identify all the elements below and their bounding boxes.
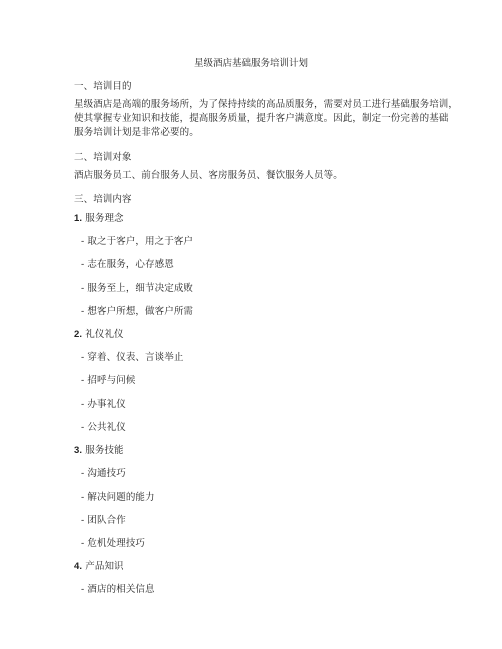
list-item-heading: 1. 服务理念 bbox=[74, 213, 124, 224]
list-sub-item: - 穿着、仪表、言谈举止 bbox=[81, 352, 184, 363]
list-sub-item: - 招呼与问候 bbox=[81, 375, 136, 386]
section-heading-purpose: 一、培训目的 bbox=[74, 81, 132, 92]
list-sub-item: - 志在服务，心存感恩 bbox=[81, 259, 174, 270]
list-sub-item: - 危机处理技巧 bbox=[81, 538, 146, 549]
paragraph-line: 酒店服务员工、前台服务人员、客房服务员、餐饮服务人员等。 bbox=[74, 170, 343, 181]
list-item-heading: 2. 礼仪礼仪 bbox=[74, 329, 124, 340]
list-sub-item: - 想客户所想，做客户所需 bbox=[81, 306, 194, 317]
document-title: 星级酒店基础服务培训计划 bbox=[193, 58, 308, 69]
list-sub-item: - 团队合作 bbox=[81, 515, 126, 526]
list-sub-item: - 取之于客户，用之于客户 bbox=[81, 236, 194, 247]
list-sub-item: - 解决问题的能力 bbox=[81, 492, 155, 503]
list-sub-item: - 酒店的相关信息 bbox=[81, 584, 155, 595]
list-sub-item: - 公共礼仪 bbox=[81, 422, 126, 433]
list-item-heading: 4. 产品知识 bbox=[74, 561, 124, 572]
paragraph-line: 使其掌握专业知识和技能，提高服务质量，提升客户满意度。因此，制定一份完善的基础 bbox=[74, 113, 449, 124]
list-sub-item: - 服务至上，细节决定成败 bbox=[81, 283, 194, 294]
section-heading-audience: 二、培训对象 bbox=[74, 152, 132, 163]
list-sub-item: - 办事礼仪 bbox=[81, 399, 126, 410]
section-heading-content: 三、培训内容 bbox=[74, 194, 132, 205]
list-sub-item: - 沟通技巧 bbox=[81, 468, 126, 479]
paragraph-line: 星级酒店是高端的服务场所，为了保持持续的高品质服务，需要对员工进行基础服务培训， bbox=[74, 99, 459, 110]
list-item-heading: 3. 服务技能 bbox=[74, 445, 124, 456]
paragraph-line: 服务培训计划是非常必要的。 bbox=[74, 127, 199, 138]
